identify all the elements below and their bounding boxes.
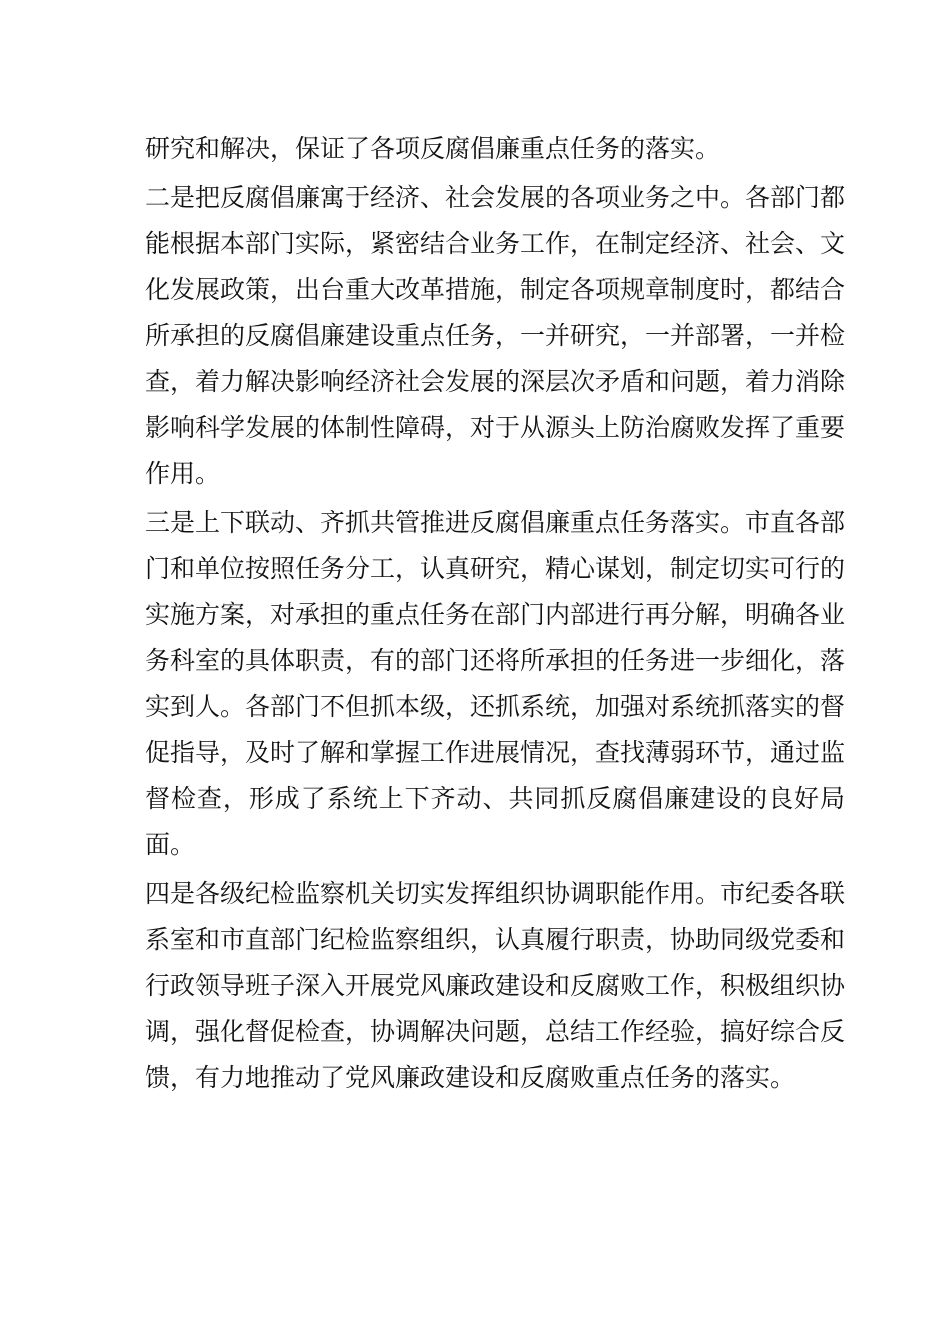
paragraph-point-three: 三是上下联动、齐抓共管推进反腐倡廉重点任务落实。市直各部门和单位按照任务分工，认真研究，精心谋划，制定切实可行的实施方案，对承担的重点任务在部门内部进行再分解，明确各业务科室的具体职责，有的部门还将所承担的任务进一步细化，落实到人。各部门不但抓本级，还抓系统，加强对系统抓落实的督促指导，及时了解和掌握工作进展情况，查找薄弱环节，通过监督检查，形成了系统上下齐动、共同抓反腐倡廉建设的良好局面。	[145, 508, 846, 859]
paragraph-continuation: 研究和解决，保证了各项反腐倡廉重点任务的落实。	[145, 134, 721, 163]
document-body	[145, 126, 845, 1104]
paragraph-point-two: 二是把反腐倡廉寓于经济、社会发展的各项业务之中。各部门都能根据本部门实际，紧密结合业务工作，在制定经济、社会、文化发展政策，出台重大改革措施，制定各项规章制度时，都结合所承担的反腐倡廉建设重点任务，一并研究，一并部署，一并检查，着力解决影响经济社会发展的深层次矛盾和问题，着力消除影响科学发展的体制性障碍，对于从源头上防治腐败发挥了重要作用。	[145, 183, 846, 488]
paragraph-point-four: 四是各级纪检监察机关切实发挥组织协调职能作用。市纪委各联系室和市直部门纪检监察组织，认真履行职责，协助同级党委和行政领导班子深入开展党风廉政建设和反腐败工作，积极组织协调，强化督促检查，协调解决问题，总结工作经验，搞好综合反馈，有力地推动了党风廉政建设和反腐败重点任务的落实。	[145, 879, 846, 1092]
